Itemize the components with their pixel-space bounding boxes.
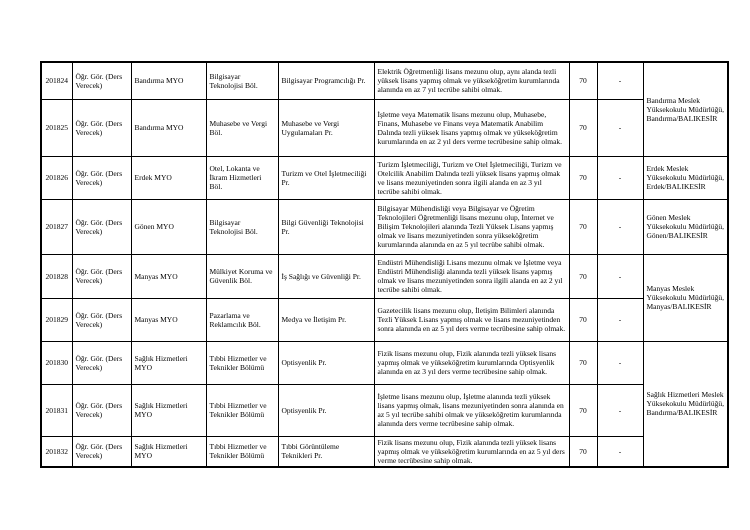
cell-ales-score: 70 [569, 254, 597, 298]
cell-ales-score: 70 [569, 62, 597, 99]
cell-language-score: - [597, 99, 643, 156]
cell-requirements: Elektrik Öğretmenliği lisans mezunu olup, aynı alanda tezli yüksek lisans yapmış olmak ve yükseköğretim kurumlarında alanında en az 7 yıl tecrübe sahibi olmak. [374, 62, 569, 99]
cell-school: Manyas MYO [131, 298, 206, 341]
cell-position-title: Öğr. Gör. (Ders Verecek) [72, 62, 131, 99]
cell-ales-score: 70 [569, 298, 597, 341]
cell-ales-score: 70 [569, 99, 597, 156]
table-row [41, 199, 728, 254]
cell-announcement-no: 201824 [41, 62, 72, 99]
cell-ales-score: 70 [569, 436, 597, 467]
cell-application-office: Erdek Meslek Yüksekokulu Müdürlüğü, Erdek/BALIKESİR [643, 156, 728, 199]
cell-language-score: - [597, 199, 643, 254]
table-row [41, 254, 728, 298]
cell-program: Bilgisayar Programcılığı Pr. [278, 62, 374, 99]
cell-language-score: - [597, 298, 643, 341]
cell-announcement-no: 201829 [41, 298, 72, 341]
cell-school: Erdek MYO [131, 156, 206, 199]
cell-position-title: Öğr. Gör. (Ders Verecek) [72, 199, 131, 254]
cell-school: Bandırma MYO [131, 99, 206, 156]
cell-language-score: - [597, 156, 643, 199]
cell-program: İş Sağlığı ve Güvenliği Pr. [278, 254, 374, 298]
cell-requirements: Fizik lisans mezunu olup, Fizik alanında tezli yüksek lisans yapmış olmak ve yükseköğretim kurumlarında Optisyenlik alanında en az 3 yıl ders verme tecrübesine sahip olmak. [374, 341, 569, 384]
cell-position-title: Öğr. Gör. (Ders Verecek) [72, 99, 131, 156]
cell-requirements: Fizik lisans mezunu olup, Fizik alanında tezli yüksek lisans yapmış olmak ve yükseköğretim kurumlarında en az 5 yıl ders verme tecrübesine sahip olmak. [374, 436, 569, 467]
cell-ales-score: 70 [569, 384, 597, 436]
cell-announcement-no: 201827 [41, 199, 72, 254]
cell-requirements: Turizm İşletmeciliği, Turizm ve Otel İşletmeciliği, Turizm ve Otelcilik Anabilim Dalında tezli yüksek lisans yapmış olmak ve lisans mezuniyetinden sonra ilgili alanda en az 3 yıl tecrübe sahibi olmak. [374, 156, 569, 199]
table-row [41, 298, 728, 341]
table-body [41, 62, 728, 467]
table-row [41, 99, 728, 156]
cell-program: Optisyenlik Pr. [278, 341, 374, 384]
cell-announcement-no: 201830 [41, 341, 72, 384]
cell-department: Pazarlama ve Reklamcılık Böl. [206, 298, 278, 341]
cell-announcement-no: 201831 [41, 384, 72, 436]
cell-requirements: Gazetecilik lisans mezunu olup, İletişim Bilimleri alanında Tezli Yüksek Lisans yapmış olmak ve lisans mezuniyetinden sonra alanında en az 5 yıl ders verme tecrübesine sahip olmak. [374, 298, 569, 341]
cell-school: Sağlık Hizmetleri MYO [131, 436, 206, 467]
cell-application-office: Gönen Meslek Yüksekokulu Müdürlüğü, Gönen/BALIKESİR [643, 199, 728, 254]
cell-department: Otel, Lokanta ve İkram Hizmetleri Böl. [206, 156, 278, 199]
cell-program: Bilgi Güvenliği Teknolojisi Pr. [278, 199, 374, 254]
cell-language-score: - [597, 254, 643, 298]
cell-position-title: Öğr. Gör. (Ders Verecek) [72, 254, 131, 298]
cell-program: Optisyenlik Pr. [278, 384, 374, 436]
cell-language-score: - [597, 62, 643, 99]
cell-program: Medya ve İletişim Pr. [278, 298, 374, 341]
cell-school: Sağlık Hizmetleri MYO [131, 341, 206, 384]
cell-school: Sağlık Hizmetleri MYO [131, 384, 206, 436]
cell-application-office: Bandırma Meslek Yüksekokulu Müdürlüğü, Bandırma/BALIKESİR [643, 62, 728, 156]
cell-department: Tıbbi Hizmetler ve Teknikler Bölümü [206, 384, 278, 436]
cell-application-office: Manyas Meslek Yüksekokulu Müdürlüğü, Manyas/BALIKESİR [643, 254, 728, 341]
table-row [41, 62, 728, 99]
cell-ales-score: 70 [569, 156, 597, 199]
cell-requirements: Bilgisayar Mühendisliği veya Bilgisayar ve Öğretim Teknolojileri Öğretmenliği lisans mezunu olup, İnternet ve Bilişim Teknolojileri alanında Tezli Yüksek Lisans yapmış olmak ve lisans mezuniyetinden sonra yükseköğretim kurumlarında alanında en az 5 yıl tecrübe sahibi olmak. [374, 199, 569, 254]
cell-department: Muhasebe ve Vergi Böl. [206, 99, 278, 156]
cell-position-title: Öğr. Gör. (Ders Verecek) [72, 384, 131, 436]
cell-program: Muhasebe ve Vergi Uygulamaları Pr. [278, 99, 374, 156]
cell-language-score: - [597, 436, 643, 467]
table-row [41, 341, 728, 384]
cell-language-score: - [597, 341, 643, 384]
table-row [41, 156, 728, 199]
cell-school: Gönen MYO [131, 199, 206, 254]
cell-school: Bandırma MYO [131, 62, 206, 99]
cell-ales-score: 70 [569, 341, 597, 384]
vacancy-table [40, 61, 729, 468]
cell-department: Mülkiyet Koruma ve Güvenlik Böl. [206, 254, 278, 298]
cell-announcement-no: 201832 [41, 436, 72, 467]
cell-announcement-no: 201828 [41, 254, 72, 298]
cell-department: Tıbbi Hizmetler ve Teknikler Bölümü [206, 436, 278, 467]
cell-department: Tıbbi Hizmetler ve Teknikler Bölümü [206, 341, 278, 384]
cell-position-title: Öğr. Gör. (Ders Verecek) [72, 436, 131, 467]
cell-ales-score: 70 [569, 199, 597, 254]
table-row [41, 436, 728, 467]
cell-program: Turizm ve Otel İşletmeciliği Pr. [278, 156, 374, 199]
cell-position-title: Öğr. Gör. (Ders Verecek) [72, 298, 131, 341]
cell-requirements: İşletme veya Matematik lisans mezunu olup, Muhasebe, Finans, Muhasebe ve Finans veya Matematik Anabilim Dalında tezli yüksek lisans yapmış olmak ve yükseköğretim kurumlarında en az 2 yıl ders verme tecrübesine sahip olmak. [374, 99, 569, 156]
cell-department: Bilgisayar Teknolojisi Böl. [206, 62, 278, 99]
cell-application-office: Sağlık Hizmetleri Meslek Yüksekokulu Müdürlüğü, Bandırma/BALIKESİR [643, 341, 728, 467]
cell-department: Bilgisayar Teknolojisi Böl. [206, 199, 278, 254]
cell-announcement-no: 201825 [41, 99, 72, 156]
cell-position-title: Öğr. Gör. (Ders Verecek) [72, 341, 131, 384]
table-row [41, 384, 728, 436]
cell-announcement-no: 201826 [41, 156, 72, 199]
cell-language-score: - [597, 384, 643, 436]
cell-position-title: Öğr. Gör. (Ders Verecek) [72, 156, 131, 199]
cell-requirements: Endüstri Mühendisliği Lisans mezunu olmak ve İşletme veya Endüstri Mühendisliği alanında tezli yüksek lisans yapmış olmak ve lisans mezuniyetinden sonra ilgili alanda en az 2 yıl tecrübe sahibi olmak. [374, 254, 569, 298]
cell-program: Tıbbi Görüntüleme Teknikleri Pr. [278, 436, 374, 467]
cell-school: Manyas MYO [131, 254, 206, 298]
cell-requirements: İşletme lisans mezunu olup, İşletme alanında tezli yüksek lisans yapmış olmak, lisans mezuniyetinden sonra alanında en az 5 yıl tecrübe sahibi olmak ve yükseköğretim kurumlarında alanında ders verme tecrübesine sahip olmak. [374, 384, 569, 436]
